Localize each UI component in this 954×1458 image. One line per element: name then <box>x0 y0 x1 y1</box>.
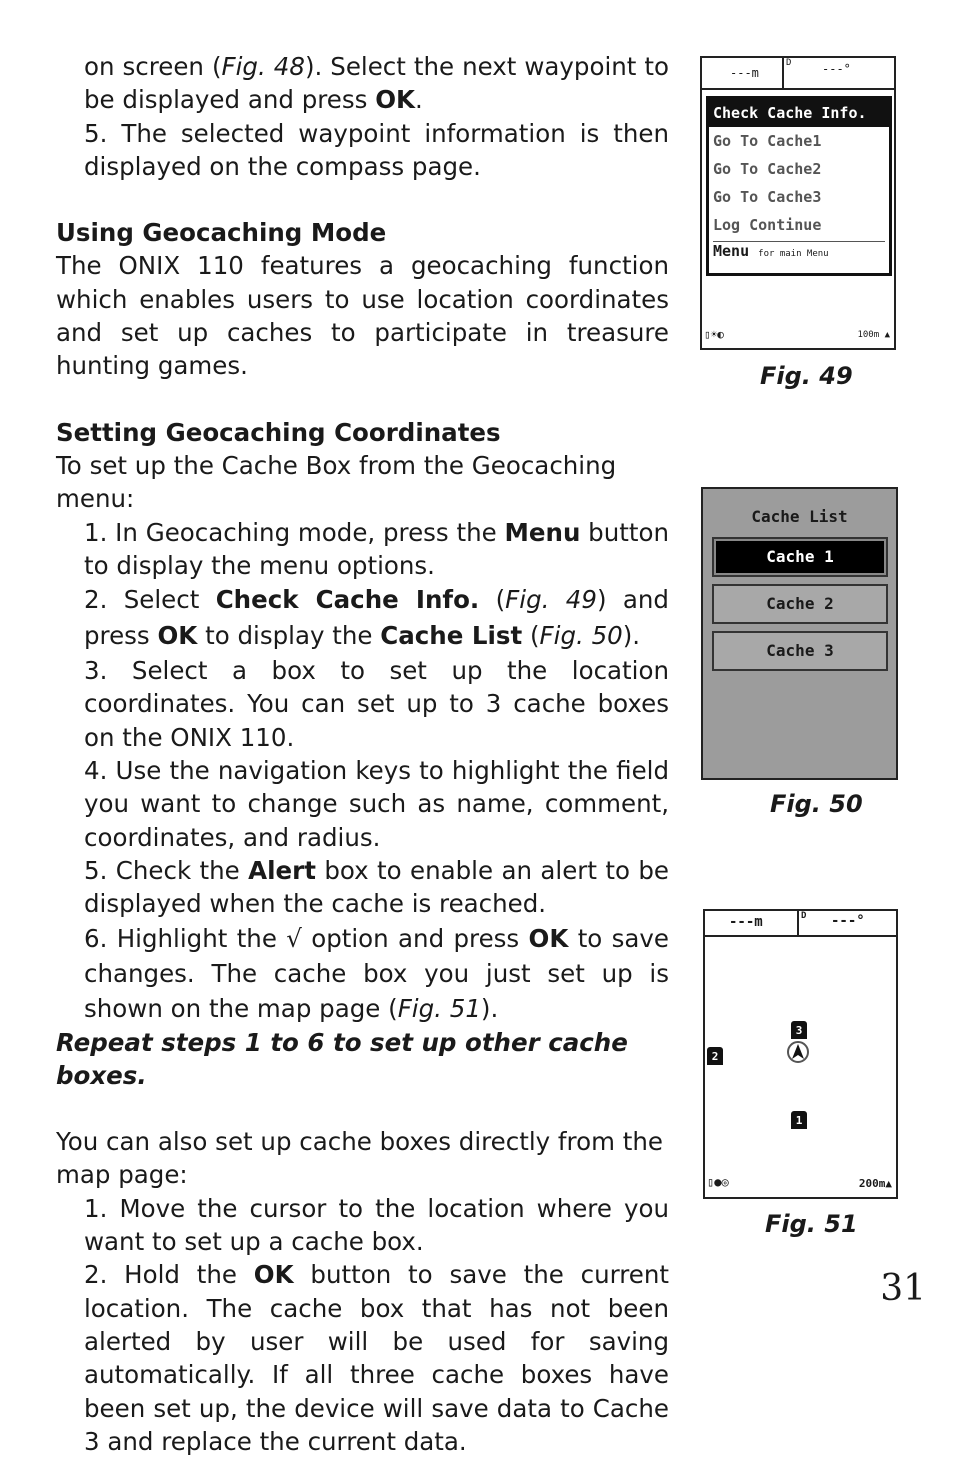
heading-readout: ---° <box>831 913 865 929</box>
paragraph: The ONIX 110 features a geocaching function which enables users to use location coordinates and set up caches to participate in treasure hunting games. <box>56 251 669 381</box>
step: 3. Select a box to set up the location coordinates. You can set up to 3 cache boxes on the ONIX 110. <box>84 656 669 752</box>
fig49-screen <box>700 56 896 350</box>
fig51-screen <box>703 909 898 1199</box>
map-scale: 100m ▲ <box>857 330 890 340</box>
step: 1. Move the cursor to the location where you want to set up a cache box. <box>84 1193 669 1257</box>
d-label: D <box>797 911 806 935</box>
paragraph: on screen (Fig. 48). Select the next waypoint to be displayed and press OK. <box>84 52 669 115</box>
cache-1-button[interactable]: Cache 1 <box>712 537 888 577</box>
section-heading: Using Geocaching Mode <box>56 218 387 248</box>
paragraph: You can also set up cache boxes directly from the map page: <box>56 1127 663 1190</box>
page-number: 31 <box>880 1268 926 1309</box>
step: 4. Use the navigation keys to highlight the field you want to change such as name, comment, coordinates, and radius. <box>84 756 669 852</box>
repeat-note: Repeat steps 1 to 6 to set up other cache boxes. <box>56 1027 628 1090</box>
distance-readout: ---m <box>730 66 759 80</box>
step: 1. In Geocaching mode, press the Menu button to display the menu options. <box>84 517 669 580</box>
battery-backlight-compass-icon: ▯☀◐ <box>704 328 724 341</box>
menu-item-go-to-cache1[interactable]: Go To Cache1 <box>713 132 822 150</box>
status-bar <box>702 58 894 90</box>
section-heading: Setting Geocaching Coordinates <box>56 417 501 447</box>
paragraph: To set up the Cache Box from the Geocaching menu: <box>56 450 617 514</box>
geocache-menu <box>706 96 892 276</box>
bottom-bar <box>707 1173 894 1195</box>
text-column <box>56 50 669 1458</box>
menu-item-check-cache-info[interactable]: Check Cache Info. <box>709 99 889 127</box>
cache-3-button[interactable]: Cache 3 <box>712 631 888 671</box>
menu-item-go-to-cache2[interactable]: Go To Cache2 <box>713 160 822 178</box>
cursor-arrow-icon <box>787 1041 809 1063</box>
d-label: D <box>782 58 791 88</box>
cache-2-button[interactable]: Cache 2 <box>712 584 888 624</box>
battery-status-compass-icon: ▯●◎ <box>707 1175 729 1189</box>
fig50-screen <box>701 487 898 780</box>
fig50-caption: Fig. 50 <box>770 790 863 818</box>
heading-readout: ---° <box>822 62 851 76</box>
step: 5. Check the Alert box to enable an alert to be displayed when the cache is reached. <box>84 855 670 919</box>
distance-readout: ---m <box>729 914 763 930</box>
cache-box-icon[interactable]: 1 <box>791 1111 807 1129</box>
paragraph: 5. The selected waypoint information is then displayed on the compass page. <box>84 118 669 181</box>
step: 2. Select Check Cache Info. (Fig. 49) and press OK to display the Cache List (Fig. 50). <box>84 585 669 651</box>
cache-box-icon[interactable]: 2 <box>707 1047 723 1065</box>
fig51-caption: Fig. 51 <box>765 1210 858 1238</box>
map-scale: 200m▲ <box>858 1177 892 1190</box>
status-bar <box>705 911 896 937</box>
cache-box-icon[interactable]: 3 <box>791 1021 807 1039</box>
menu-item-log-continue[interactable]: Log Continue <box>713 216 822 234</box>
step: 6. Highlight the √ option and press OK to save changes. The cache box you just set up is shown on the map page (Fig. 51). <box>84 923 669 1023</box>
fig49-caption: Fig. 49 <box>760 362 853 390</box>
bottom-bar <box>704 326 892 346</box>
menu-footer: Menu for main Menu <box>713 241 885 260</box>
menu-item-go-to-cache3[interactable]: Go To Cache3 <box>713 188 822 206</box>
step: 2. Hold the OK button to save the current location. The cache box that has not been alerted by user will be used for saving automatically. If all three cache boxes have been set up, the device will save data to Cache 3 and replace the current data. <box>84 1260 670 1456</box>
cache-list-title: Cache List <box>751 507 848 526</box>
